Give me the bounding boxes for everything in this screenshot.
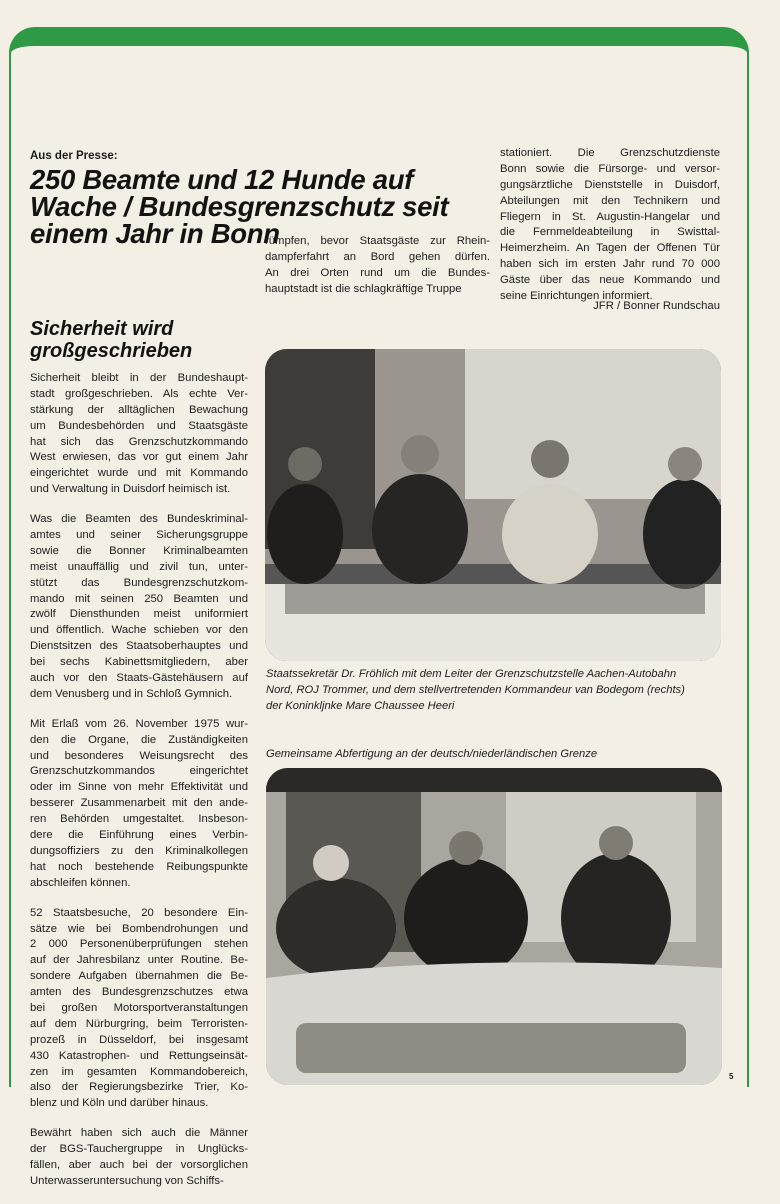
text-line: Fliegern in St. Augustin-Hangelar und: [500, 210, 720, 223]
text-line: Mit Erlaß vom 26. November 1975 wur-: [30, 717, 248, 730]
headline-line: einem Jahr in Bonn: [30, 218, 280, 249]
text-line: stützt das Bundesgrenzschutzkom-: [30, 576, 248, 589]
text-line: Was die Beamten des Bundeskriminal-: [30, 513, 248, 526]
paragraph: [30, 1126, 248, 1190]
text-line: seine Einrichtungen informiert.: [500, 290, 653, 303]
text-line: stadt großgeschrieben. Als echte Ver-: [30, 387, 248, 400]
text-line: auf der Jahresbilanz unter Routine. Be-: [30, 954, 248, 967]
text-line: zen im gesamten Kommandobereich,: [30, 1065, 248, 1078]
paragraph: [265, 234, 490, 298]
text-line: dampferfahrt an Bord gehen dürfen.: [265, 250, 490, 263]
text-line: dem Venusberg und in Schloß Gymnich.: [30, 687, 233, 700]
subheading-line: Sicherheit wird: [30, 318, 174, 340]
text-line: bei sechs Kabinettsmitgliedern, aber: [30, 656, 248, 669]
source-credit: JFR / Bonner Rundschau: [593, 300, 720, 312]
text-line: sondere Aufgaben übernahmen die Be-: [30, 970, 248, 983]
text-line: amtes und seiner Sicherungsgruppe: [30, 529, 248, 542]
paragraph: [30, 717, 248, 892]
kicker: Aus der Presse:: [30, 150, 118, 162]
text-line: Bonn sowie die Fürsorge- und versor-: [500, 162, 720, 175]
text-line: rümpfen, bevor Staatsgäste zur Rhein-: [265, 235, 490, 247]
right-column: [500, 146, 720, 319]
photo-officials-image: [265, 349, 721, 661]
text-line: Bewährt haben sich auch die Männer: [30, 1127, 248, 1140]
middle-column: [265, 234, 490, 312]
text-line: Dienstsitzen des Staatsoberhauptes und: [30, 640, 248, 653]
text-line: fällen, aber auch bei der vorsorglichen: [30, 1158, 248, 1171]
text-line: blenz und Köln und darüber hinaus.: [30, 1097, 209, 1110]
text-line: 2 000 Personenüberprüfungen stehen: [30, 938, 248, 951]
headline-line: 250 Beamte und 12 Hunde auf: [30, 164, 414, 195]
photo-2-caption: [266, 746, 597, 762]
text-line: stationiert. Die Grenzschutzdienste: [500, 147, 720, 159]
text-line: sätze wie bei Bombendrohungen und: [30, 922, 248, 935]
page-number: 5: [729, 1072, 734, 1081]
text-line: dungsoffiziers zu den Kriminalkollegen: [30, 844, 248, 857]
text-line: und besonderes Weisungsrecht des: [30, 749, 248, 762]
paragraph: [500, 146, 720, 305]
text-line: besserer Zusammenarbeit mit den ande-: [30, 797, 248, 810]
text-line: und Verwaltung in Duisdorf heimisch ist.: [30, 483, 231, 496]
text-line: bei großen Motorsportveranstaltungen: [30, 1001, 248, 1014]
text-line: zwölf Diensthunden meist uniformiert: [30, 608, 248, 621]
photo-border-inspection: [266, 768, 722, 1085]
text-line: ren Behörden umgestaltet. Insbeson-: [30, 813, 248, 826]
caption-line: Nord, ROJ Trommer, und dem stellvertretenden Kommandeur van Bodegom (rechts): [266, 684, 685, 696]
paragraph: [30, 906, 248, 1113]
text-line: und öffentlich. Wache schieben vor den: [30, 624, 248, 637]
caption-line: Gemeinsame Abfertigung an der deutsch/niederländischen Grenze: [266, 748, 598, 760]
text-line: oder im Sinne von mehr Effektivität und: [30, 781, 248, 794]
paragraph: [30, 512, 248, 703]
text-line: gungsärztliche Dienststelle in Duisdorf,: [500, 178, 720, 191]
text-line: der BGS-Tauchergruppe in Unglücks-: [30, 1143, 248, 1156]
left-column: [30, 371, 248, 1204]
photo-officials-at-table: [265, 349, 721, 661]
photo-1-caption: [266, 666, 685, 714]
text-line: An drei Orten rund um die Bundes-: [265, 266, 490, 279]
text-line: den die Organe, die Zuständigkeiten: [30, 733, 248, 746]
text-line: West erwiesen, das vor gut einem Jahr: [30, 451, 248, 464]
text-line: auch vor den Staats-Gästehäusern auf: [30, 672, 248, 685]
text-line: Gäste über das neue Kommando und: [500, 274, 720, 287]
text-line: prozeß in Düsseldorf, bei insgesamt: [30, 1033, 248, 1046]
text-line: die Fernmeldeabteilung in Swisttal-: [500, 226, 720, 239]
caption-line: Staatssekretär Dr. Fröhlich mit dem Leiter der Grenzschutzstelle Aachen-Autobahn: [266, 668, 677, 680]
text-line: Grenzschutzkommandos eingerichtet: [30, 765, 248, 778]
text-line: hat noch bestehende Reibungspunkte: [30, 860, 248, 873]
text-line: abschleifen können.: [30, 876, 131, 889]
text-line: sowie die Bonner Kriminalbeamten: [30, 544, 248, 557]
text-line: hat sich das Grenzschutzkommando: [30, 435, 248, 448]
text-line: amten des Bundesgrenzschutzes etwa: [30, 986, 248, 999]
text-line: Abteilungen mit den Technikern und: [500, 194, 720, 207]
text-line: Sicherheit bleibt in der Bundeshaupt-: [30, 372, 248, 384]
photo-border-image: [266, 768, 722, 1085]
text-line: Unterwasseruntersuchung von Schiffs-: [30, 1174, 224, 1187]
text-line: um Bundesbehörden und Staatsgäste: [30, 419, 248, 432]
text-line: eingerichtet wurde und mit Kommando: [30, 467, 248, 480]
text-line: 430 Katastrophen- und Rettungseinsät-: [30, 1049, 248, 1062]
text-line: 52 Staatsbesuche, 20 besondere Ein-: [30, 906, 248, 919]
text-line: Heimerzheim. An Tagen der Offenen Tür: [500, 242, 720, 255]
text-line: stärkung der alltäglichen Bewachung: [30, 403, 248, 416]
text-line: auf dem Nürburgring, beim Terroristen-: [30, 1017, 248, 1030]
text-line: dere die Einführung eines Verbin-: [30, 829, 248, 842]
text-line: mando mit seinen 250 Beamten und: [30, 592, 248, 605]
paragraph: [30, 371, 248, 498]
headline-line: Wache / Bundesgrenzschutz seit: [30, 191, 449, 222]
text-line: hauptstadt ist die schlagkräftige Truppe: [265, 282, 462, 295]
text-line: haben sich im ersten Jahr rund 70 000: [500, 258, 720, 271]
text-line: also der Regierungsbezirke Trier, Ko-: [30, 1081, 248, 1094]
subheading-line: großgeschrieben: [30, 340, 193, 362]
caption-line: der Koninkljnke Mare Chaussee Heeri: [266, 700, 455, 712]
text-line: meist unauffällig und zivil tun, unter-: [30, 560, 248, 573]
subheading: [30, 318, 192, 362]
